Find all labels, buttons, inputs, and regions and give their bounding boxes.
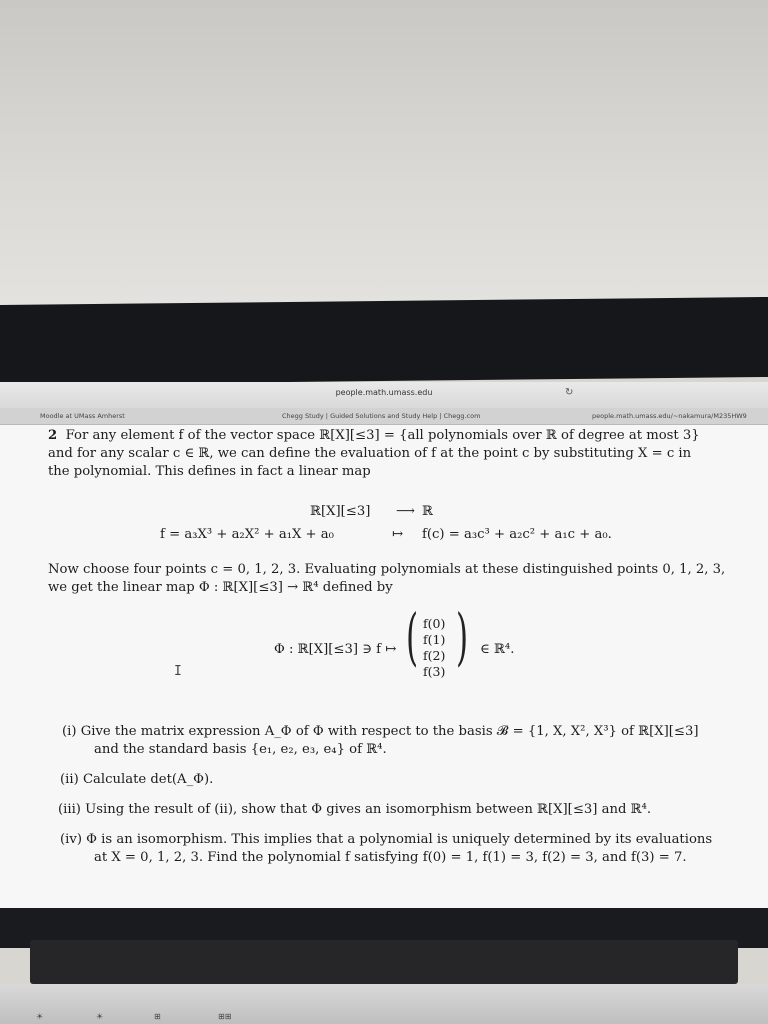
problem-line-4: Now choose four points c = 0, 1, 2, 3. Evaluating polynomials at these distinguished points 0, 1, 2, 3, xyxy=(48,562,726,577)
map-bottom-right: f(c) = a₃c³ + a₂c² + a₁c + a₀. xyxy=(422,527,612,542)
phi-right: ∈ ℝ⁴. xyxy=(480,642,515,657)
vector-entry-2: f(2) xyxy=(423,648,446,663)
tab-homework[interactable]: people.math.umass.edu/~nakamura/M235HW9 xyxy=(592,412,747,420)
phi-left: Φ : ℝ[X][≤3] ∋ f ↦ xyxy=(274,642,397,657)
tab-bar xyxy=(0,408,768,425)
mission-control-key: ⊞ xyxy=(154,1012,161,1021)
browser-toolbar xyxy=(0,382,768,409)
laptop-keyboard-base xyxy=(0,984,768,1024)
laptop-hinge xyxy=(30,940,738,984)
tab-moodle[interactable]: Moodle at UMass Amherst xyxy=(40,412,125,420)
problem-line-1 xyxy=(48,428,700,444)
laptop-bezel xyxy=(0,297,768,385)
map-top-arrow: ⟶ xyxy=(396,504,415,519)
left-paren: ( xyxy=(406,600,419,673)
problem-text-1: For any element f of the vector space ℝ[X][≤3] = {all polynomials over ℝ of degree at most 3} xyxy=(65,428,700,443)
problem-line-3: the polynomial. This defines in fact a linear map xyxy=(48,464,371,479)
right-paren: ) xyxy=(456,600,469,673)
reload-icon[interactable]: ↻ xyxy=(565,387,574,398)
laptop-screen xyxy=(0,382,768,912)
problem-line-2: and for any scalar c ∈ ℝ, we can define the evaluation of f at the point c by substituting X = c in xyxy=(48,446,692,461)
part-iv-line-1: (iv) Φ is an isomorphism. This implies that a polynomial is uniquely determined by its evaluations xyxy=(60,832,713,847)
tab-chegg[interactable]: Chegg Study | Guided Solutions and Study Help | Chegg.com xyxy=(282,412,481,420)
map-bottom-arrow: ↦ xyxy=(392,527,404,542)
map-top-left: ℝ[X][≤3] xyxy=(310,504,371,519)
part-i-line-2: and the standard basis {e₁, e₂, e₃, e₄} of ℝ⁴. xyxy=(94,742,387,757)
text-cursor-icon: I xyxy=(174,664,182,679)
vector-entry-0: f(0) xyxy=(423,616,446,631)
map-bottom-left: f = a₃X³ + a₂X² + a₁X + a₀ xyxy=(160,527,334,542)
brightness-up-key: ☀ xyxy=(96,1012,104,1021)
problem-line-5: we get the linear map Φ : ℝ[X][≤3] → ℝ⁴ defined by xyxy=(48,580,393,595)
brightness-down-key: ☀ xyxy=(36,1012,44,1021)
address-bar[interactable]: people.math.umass.edu xyxy=(335,388,433,397)
part-ii: (ii) Calculate det(A_Φ). xyxy=(60,772,214,787)
map-top-right: ℝ xyxy=(422,504,433,519)
vector-entry-1: f(1) xyxy=(423,632,446,647)
part-iv-line-2: at X = 0, 1, 2, 3. Find the polynomial f satisfying f(0) = 1, f(1) = 3, f(2) = 3, and f(3) = 7. xyxy=(94,850,687,865)
launchpad-key: ⊞⊞ xyxy=(218,1012,232,1021)
problem-number: 2 xyxy=(48,428,58,443)
part-iii: (iii) Using the result of (ii), show that Φ gives an isomorphism between ℝ[X][≤3] and ℝ⁴. xyxy=(58,802,652,817)
part-i-line-1: (i) Give the matrix expression A_Φ of Φ with respect to the basis 𝓑 = {1, X, X², X³} of ℝ[X][≤3] xyxy=(62,724,699,739)
vector-entry-3: f(3) xyxy=(423,664,446,679)
wall-background xyxy=(0,0,768,320)
